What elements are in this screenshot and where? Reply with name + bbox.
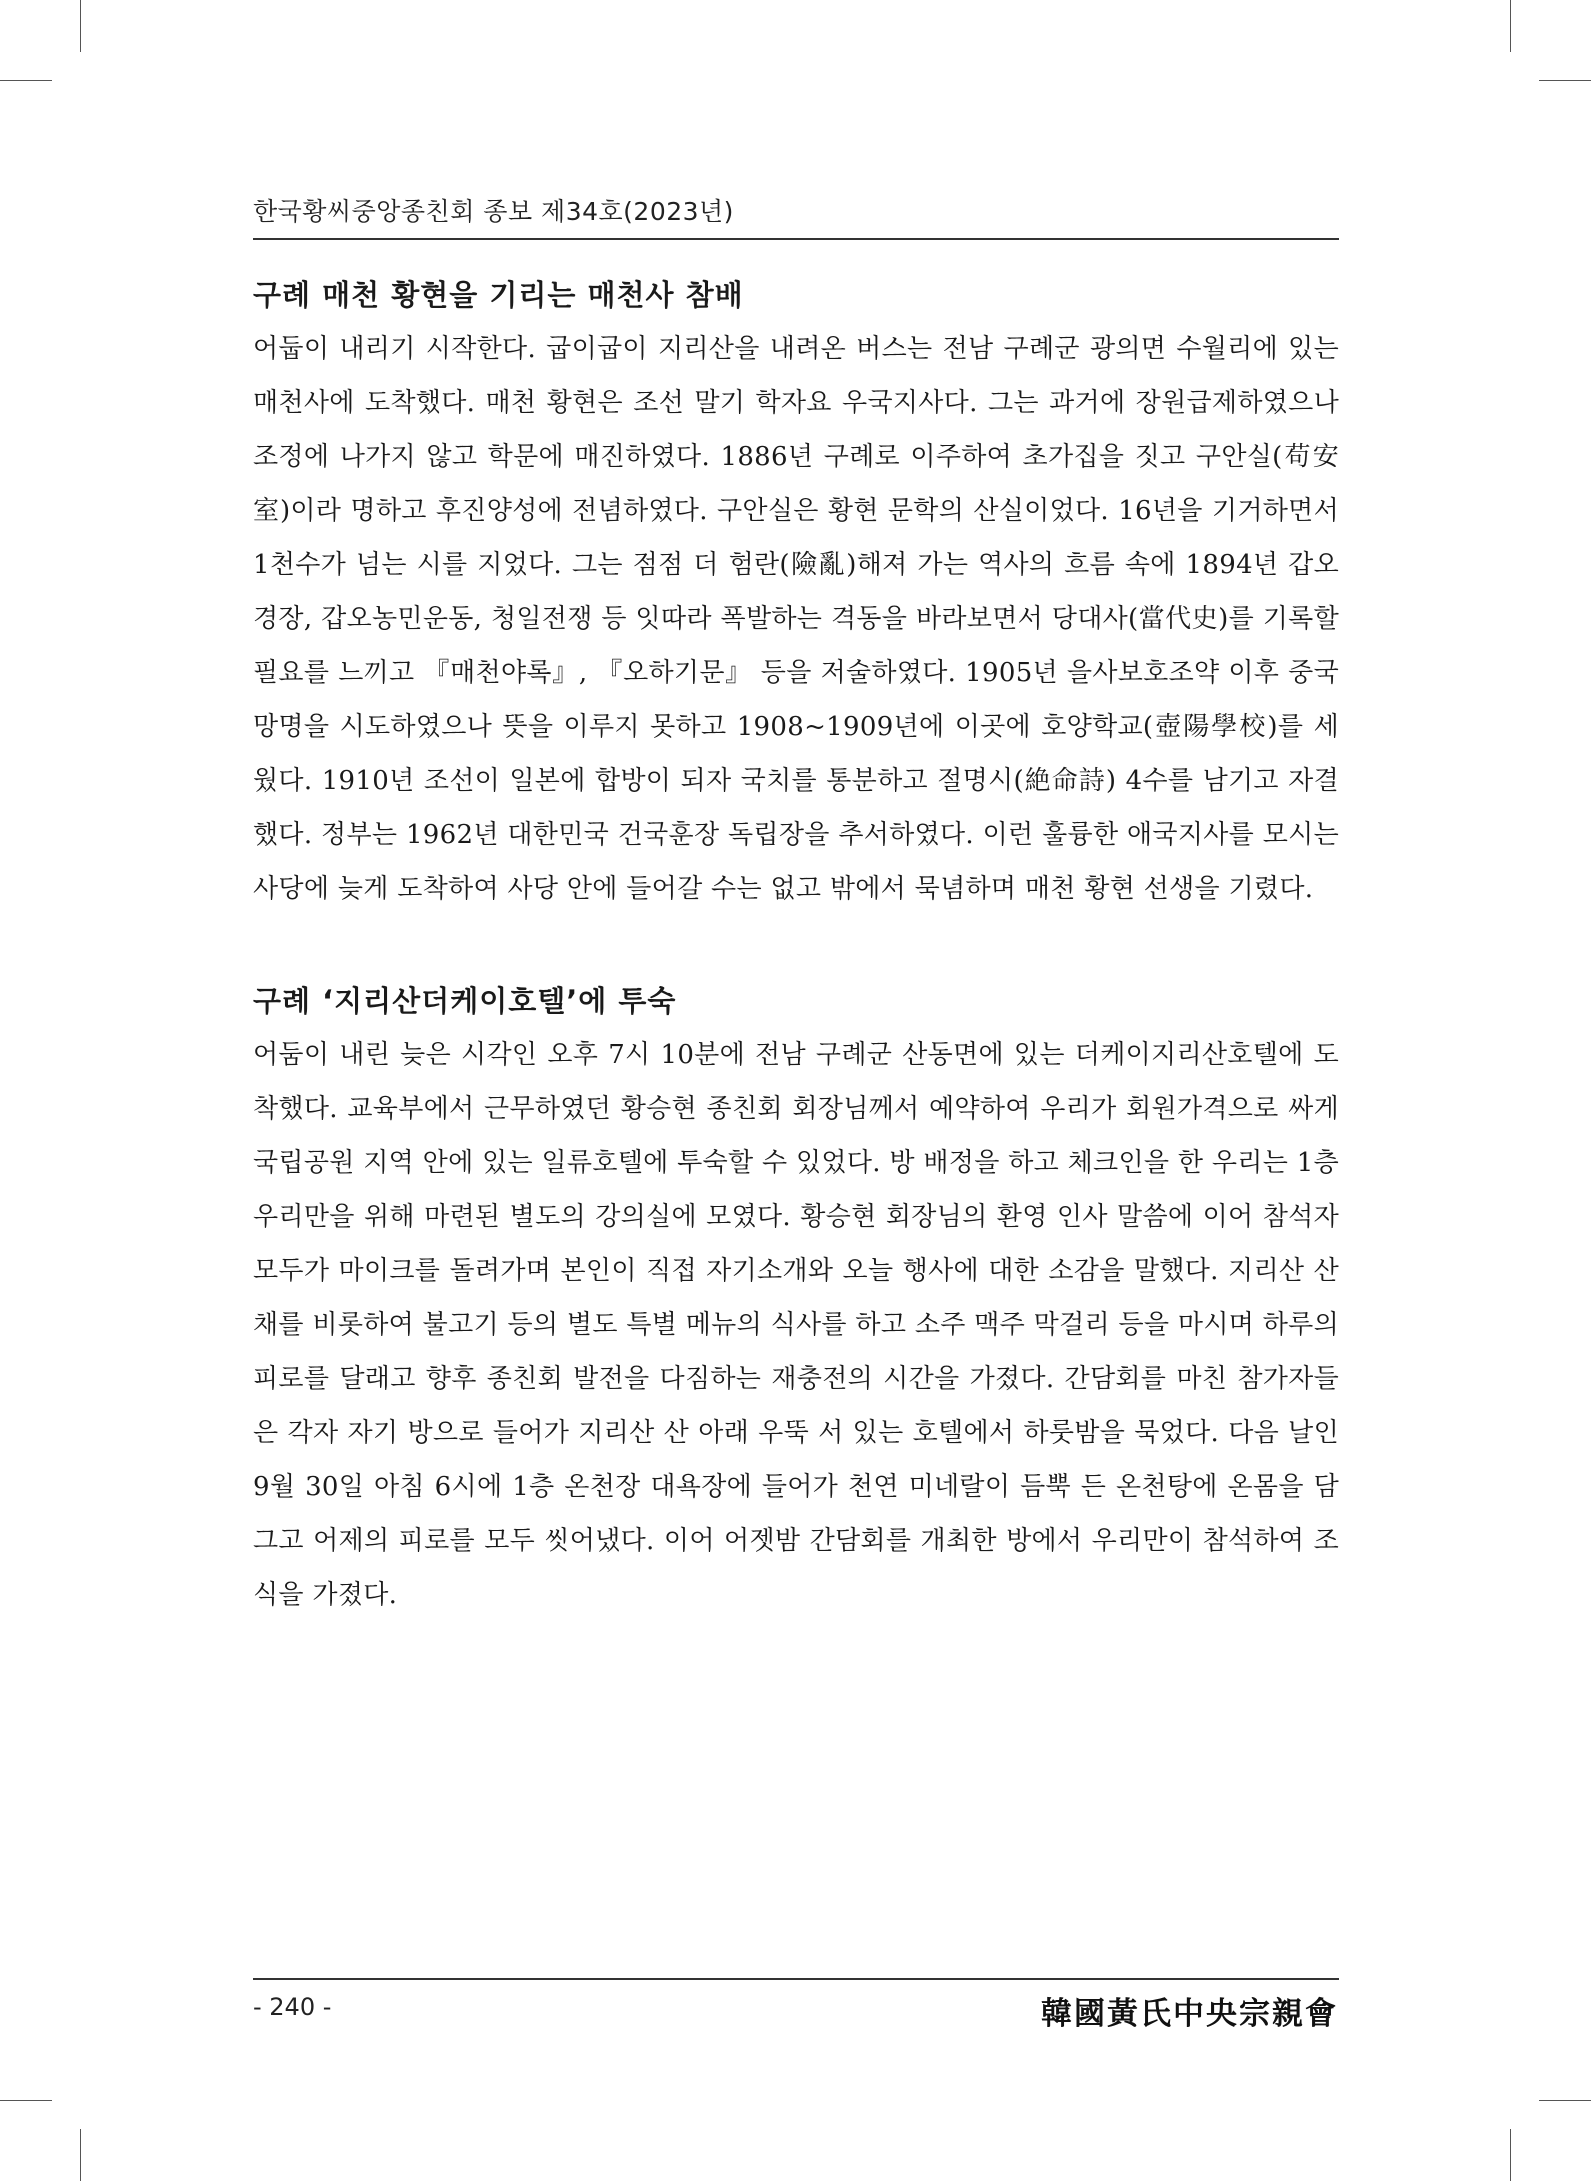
crop-mark-bottom-left (80, 2129, 81, 2181)
crop-mark-top-right-h (1539, 80, 1591, 81)
society-name-mark: 韓國黃氏中央宗親會 (1041, 1996, 1338, 2032)
running-header: 한국황씨중앙종친회 종보 제34호(2023년) (253, 197, 734, 226)
page-number: - 240 - (253, 1993, 332, 2021)
crop-mark-top-left (80, 0, 81, 52)
section-title-maecheonsa: 구례 매천 황현을 기리는 매천사 참배 (253, 278, 744, 312)
footer-rule (253, 1978, 1339, 1980)
crop-mark-bottom-right (1510, 2129, 1511, 2181)
article-body (253, 268, 1339, 1622)
section-paragraph-hotel: 어둠이 내린 늦은 시각인 오후 7시 10분에 전남 구례군 산동면에 있는 더케이지리산호텔에 도착했다. 교육부에서 근무하였던 황승현 종친회 회장님께서 예약하여 우리가 회원가격으로 싸게 국립공원 지역 안에 있는 일류호텔에 투숙할 수 있었다. 방 배정을 하고 체크인을 한 우리는 1층 우리만을 위해 마련된 별도의 강의실에 모였다. 황승현 회장님의 환영 인사 말씀에 이어 참석자 모두가 마이크를 돌려가며 본인이 직접 자기소개와 오늘 행사에 대한 소감을 말했다. 지리산 산채를 비롯하여 불고기 등의 별도 특별 메뉴의 식사를 하고 소주 맥주 막걸리 등을 마시며 하루의 피로를 달래고 향후 종친회 발전을 다짐하는 재충전의 시간을 가졌다. 간담회를 마친 참가자들은 각자 자기 방으로 들어가 지리산 산 아래 우뚝 서 있는 호텔에서 하룻밤을 묵었다. 다음 날인 9월 30일 아침 6시에 1층 온천장 대욕장에 들어가 천연 미네랄이 듬뿍 든 온천탕에 온몸을 담그고 어제의 피로를 모두 씻어냈다. 이어 어젯밤 간담회를 개최한 방에서 우리만이 참석하여 조식을 가졌다. (253, 1040, 1339, 1610)
crop-mark-top-right (1510, 0, 1511, 52)
header-rule (253, 238, 1339, 240)
crop-mark-bottom-right-h (1539, 2100, 1591, 2101)
crop-mark-top-left-h (0, 80, 52, 81)
section-paragraph-maecheonsa: 어둡이 내리기 시작한다. 굽이굽이 지리산을 내려온 버스는 전남 구례군 광의면 수월리에 있는 매천사에 도착했다. 매천 황현은 조선 말기 학자요 우국지사다. 그는 과거에 장원급제하였으나 조정에 나가지 않고 학문에 매진하였다. 1886년 구례로 이주하여 초가집을 짓고 구안실(苟安室)이라 명하고 후진양성에 전념하였다. 구안실은 황현 문학의 산실이었다. 16년을 기거하면서 1천수가 넘는 시를 지었다. 그는 점점 더 험란(險亂)해져 가는 역사의 흐름 속에 1894년 갑오경장, 갑오농민운동, 청일전쟁 등 잇따라 폭발하는 격동을 바라보면서 당대사(當代史)를 기록할 필요를 느끼고 『매천야록』, 『오하기문』 등을 저술하였다. 1905년 을사보호조약 이후 중국 망명을 시도하였으나 뜻을 이루지 못하고 1908~1909년에 이곳에 호양학교(壺陽學校)를 세웠다. 1910년 조선이 일본에 합방이 되자 국치를 통분하고 절명시(絶命詩) 4수를 남기고 자결했다. 정부는 1962년 대한민국 건국훈장 독립장을 추서하였다. 이런 훌륭한 애국지사를 모시는 사당에 늦게 도착하여 사당 안에 들어갈 수는 없고 밖에서 묵념하며 매천 황현 선생을 기렸다. (253, 334, 1339, 904)
section-spacer (253, 916, 1339, 974)
crop-mark-bottom-left-h (0, 2100, 52, 2101)
section-title-hotel: 구례 ‘지리산더케이호텔’에 투숙 (253, 984, 677, 1018)
